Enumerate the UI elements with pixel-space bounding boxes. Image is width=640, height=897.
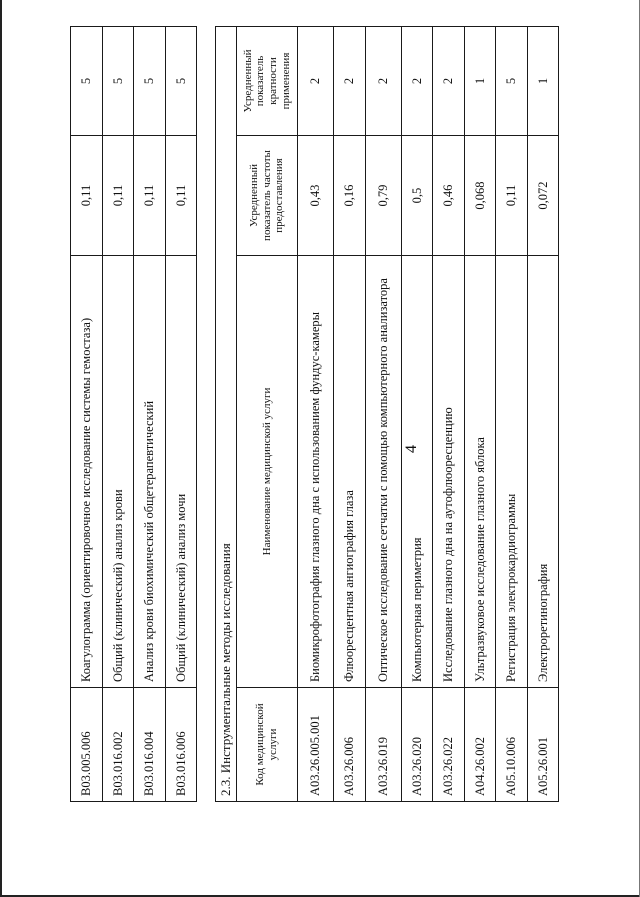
frequency-value: 0,43 <box>298 136 334 256</box>
header-multiplicity: Усредненный показатель кратности применения <box>237 26 298 135</box>
table-row <box>334 26 366 801</box>
multiplicity-value: 1 <box>464 26 496 135</box>
service-name: Общий (клинический) анализ мочи <box>165 256 197 688</box>
service-name: Общий (клинический) анализ крови <box>102 256 134 688</box>
header-name: Наименование медицинской услуги <box>237 256 298 688</box>
multiplicity-value: 2 <box>334 26 366 135</box>
section-title: 2.3. Инструментальные методы исследования <box>216 26 237 801</box>
service-code: A04.26.002 <box>464 688 496 802</box>
instrumental-methods-table <box>215 26 559 802</box>
multiplicity-value: 2 <box>298 26 334 135</box>
service-code: A03.26.006 <box>334 688 366 802</box>
service-code: A03.26.022 <box>433 688 465 802</box>
service-code: B03.016.004 <box>134 688 166 802</box>
table-row <box>71 27 103 802</box>
service-code: B03.016.002 <box>102 688 134 802</box>
multiplicity-value: 5 <box>134 27 166 136</box>
section-title-row <box>216 26 237 801</box>
table-row <box>527 26 559 801</box>
table-row <box>496 26 528 801</box>
page-number: 4 <box>403 445 420 453</box>
service-code: A05.26.001 <box>527 688 559 802</box>
frequency-value: 0,11 <box>102 136 134 256</box>
table-row <box>365 26 401 801</box>
multiplicity-value: 2 <box>401 26 433 135</box>
frequency-value: 0,11 <box>71 136 103 256</box>
service-name: Электроретинография <box>527 256 559 688</box>
frequency-value: 0,11 <box>134 136 166 256</box>
service-name: Регистрация электрокардиограммы <box>496 256 528 688</box>
service-code: A03.26.005.001 <box>298 688 334 802</box>
table-row <box>165 27 197 802</box>
table-row <box>464 26 496 801</box>
frequency-value: 0,11 <box>165 136 197 256</box>
table-row <box>102 27 134 802</box>
header-code: Код медицинской услуги <box>237 688 298 802</box>
frequency-value: 0,072 <box>527 136 559 256</box>
frequency-value: 0,5 <box>401 136 433 256</box>
service-code: A03.26.020 <box>401 688 433 802</box>
table-row <box>433 26 465 801</box>
frequency-value: 0,79 <box>365 136 401 256</box>
table-row <box>298 26 334 801</box>
service-name: Биомикрофотография глазного дна с использованием фундус-камеры <box>298 256 334 688</box>
table-row <box>134 27 166 802</box>
service-code: B03.005.006 <box>71 688 103 802</box>
multiplicity-value: 5 <box>165 27 197 136</box>
header-frequency: Усредненный показатель частоты предоставления <box>237 136 298 256</box>
service-name: Ультразвуковое исследование глазного яблока <box>464 256 496 688</box>
multiplicity-value: 2 <box>365 26 401 135</box>
table-row <box>401 26 433 801</box>
lab-tests-table <box>70 26 197 802</box>
service-name: Коагулограмма (ориентировочное исследование системы гемостаза) <box>71 256 103 688</box>
service-name: Анализ крови биохимический общетерапевтический <box>134 256 166 688</box>
service-name: Флюоресцентная ангиография глаза <box>334 256 366 688</box>
service-code: B03.016.006 <box>165 688 197 802</box>
multiplicity-value: 5 <box>496 26 528 135</box>
header-row <box>237 26 298 801</box>
service-name: Компьютерная периметрия <box>401 256 433 688</box>
service-code: A03.26.019 <box>365 688 401 802</box>
frequency-value: 0,068 <box>464 136 496 256</box>
frequency-value: 0,16 <box>334 136 366 256</box>
multiplicity-value: 5 <box>102 27 134 136</box>
frequency-value: 0,46 <box>433 136 465 256</box>
multiplicity-value: 1 <box>527 26 559 135</box>
frequency-value: 0,11 <box>496 136 528 256</box>
multiplicity-value: 2 <box>433 26 465 135</box>
service-name: Оптическое исследование сетчатки с помощью компьютерного анализатора <box>365 256 401 688</box>
service-name: Исследование глазного дна на аутофлюоресценцию <box>433 256 465 688</box>
service-code: A05.10.006 <box>496 688 528 802</box>
multiplicity-value: 5 <box>71 27 103 136</box>
